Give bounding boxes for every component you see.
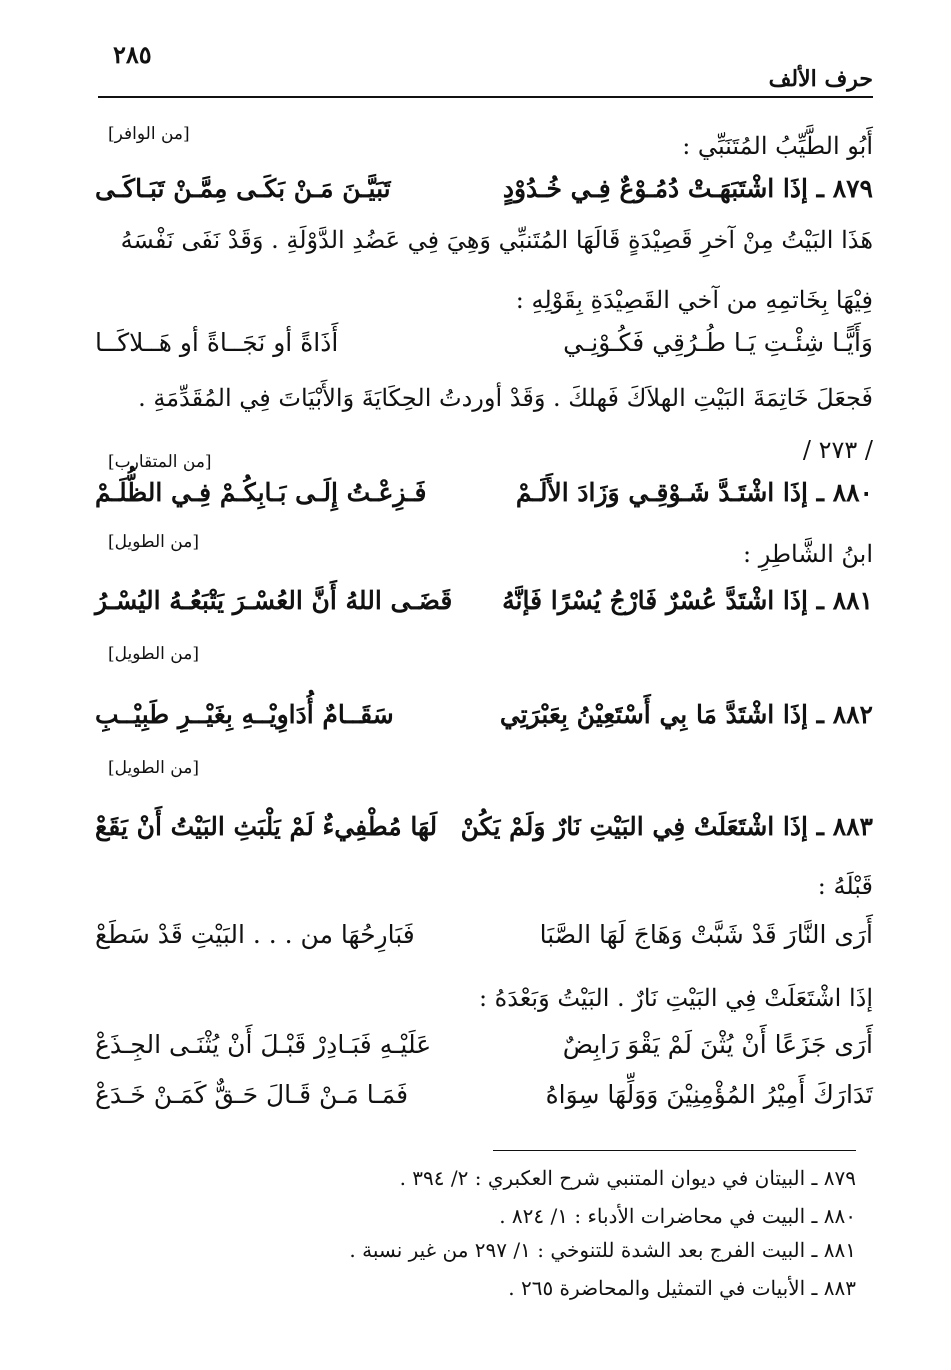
running-head: حرف الألف [768, 66, 873, 92]
commentary-line: فَجعَلَ خَاتِمَةَ البَيْتِ الهلاَكَ فَهلكَ . وَقَدْ أوردتُ الحِكَايَةَ وَالأَبْيَاتَ فِي المُقَدِّمَةِ . [138, 384, 873, 412]
verse-number: ٨٨٣ ـ [816, 812, 873, 841]
verse-hemistich-1: تَدَارَكَ أَمِيْرُ المُؤْمِنِيْنَ وَوَلِّهَا سِوَاهُ [545, 1080, 873, 1109]
verse-883 [95, 812, 873, 841]
quoted-verse [95, 1080, 873, 1109]
commentary-line: قَبْلَهُ : [817, 872, 873, 900]
verse-hemistich-2: قَضَـى اللهُ أَنَّ العُسْـرَ يَتْبَعُـهُ اليُسْـرُ [95, 586, 453, 615]
verse-hemistich-2: فَمَـا مَـنْ قَـالَ حَـقٌّ كَمَـنْ خَـدَعْ [95, 1080, 409, 1109]
footnote-rule [493, 1150, 856, 1151]
footnote: ٨٨٣ ـ الأبيات في التمثيل والمحاضرة ٢٦٥ . [508, 1276, 856, 1300]
verse-879 [95, 174, 873, 203]
verse-hemistich-1: أَرَى النَّارَ قَدْ شَبَّتْ وَهَاجَ لَهَا الصَّبَا [539, 920, 873, 949]
verse-hemistich-2: أَذَاةً أو نَجَــاةً أو هَــلاكَــا [95, 328, 339, 357]
verse-hemistich-2: فَبَارِحُهَا من . . . البَيْتِ قَدْ سَطَعْ [95, 920, 415, 949]
verse-hemistich-1: أَرَى جَزَعًا أَنْ يُثْنَ لَمْ يَقْوَ رَابِضٌ [562, 1030, 873, 1059]
verse-881 [95, 586, 873, 615]
meter-label: [من المتقارب] [108, 452, 212, 472]
verse-hemistich-1: إذَا اشْتَدَّ عُسْرٌ فَارْجُ يُسْرًا فَإنَّهُ [502, 586, 808, 615]
verse-hemistich-2: عَلَيْـهِ فَبَـادِرْ قَبْـلَ أَنْ يُثْنَـى الجِـذَعْ [95, 1030, 432, 1059]
quoted-verse [95, 328, 873, 357]
header-rule [98, 96, 873, 98]
verse-hemistich-1: وَأَيًّـا شِئْـتِ يَـا طُـرُقِي فَكُـوْنِـي [563, 328, 873, 357]
quoted-verse [95, 920, 873, 949]
verse-hemistich-2: فَـزِعْـتُ إِلَـى بَـابِكُـمْ فِـي الظُّلَـمْ [95, 478, 427, 507]
verse-hemistich-1: إذَا اشْتَـدَّ شَـوْقِـي وَزَادَ الأَلَـمْ [515, 478, 808, 507]
footnote: ٨٧٩ ـ البيتان في ديوان المتنبي شرح العكبري : ٢/ ٣٩٤ . [399, 1166, 856, 1190]
poet-name: ابنُ الشَّاطِرِ : [742, 540, 873, 568]
verse-hemistich-1: إذَا اشْتَبَهَـتْ دُمُـوْعٌ فِـي خُـدُوْدٍ [502, 174, 808, 203]
commentary-line: فِيْهَا بِخَاتمِهِ من آخي القَصِيْدَةِ بِقَوْلِهِ : [515, 286, 873, 314]
verse-hemistich-1: إذَا اشْتَعَلَتْ فِي البَيْتِ نَارٌ وَلَمْ يَكُنْ [460, 812, 808, 841]
footnote: ٨٨٠ ـ البيت في محاضرات الأدباء : ١/ ٨٢٤ . [499, 1204, 856, 1228]
verse-number: ٨٨١ ـ [816, 586, 873, 615]
verse-number: ٨٨٢ ـ [816, 700, 873, 729]
verse-hemistich-2: لَهَا مُطْفِيءٌ لَمْ يَلْبَثِ البَيْتُ أَنْ يَقَعْ [95, 812, 438, 841]
verse-number: ٨٨٠ ـ [816, 478, 873, 507]
verse-hemistich-2: تَبَيَّـنَ مَـنْ بَكَـى مِمَّـنْ تَبَـاكَـى [95, 174, 391, 203]
meter-label: [من الوافر] [108, 124, 190, 144]
commentary-line: هَذَا البَيْتُ مِنْ آخرِ قَصِيْدَةٍ قَالَهَا المُتَنبِّي وَهِيَ فِي عَضُدِ الدَّوْلَةِ . وَقَدْ نَفَى نَفْسَهُ [120, 226, 873, 254]
commentary-line: إذَا اشْتَعَلَتْ فِي البَيْتِ نَارٌ . البَيْتُ وَبَعْدَهُ : [478, 984, 873, 1012]
meter-label: [من الطويل] [108, 532, 199, 552]
verse-880 [95, 478, 873, 507]
page-header [95, 38, 873, 98]
footnote: ٨٨١ ـ البيت الفرج بعد الشدة للتنوخي : ١/ ٢٩٧ من غير نسبة . [349, 1238, 856, 1262]
verse-hemistich-2: سَقَــامٌ أُدَاوِيْــهِ بِغَيْــرِ طَبِيْــبِ [95, 700, 394, 729]
meter-label: [من الطويل] [108, 758, 199, 778]
poet-name: أَبُو الطَّيِّبُ المُتَنَبِّي : [682, 132, 873, 160]
verse-hemistich-1: إذَا اشْتَدَّ مَا بِي أَسْتَعِيْنُ بِعَبْرَتِي [499, 700, 808, 729]
meter-label: [من الطويل] [108, 644, 199, 664]
page-reference: / ٢٧٣ / [802, 436, 873, 464]
verse-number: ٨٧٩ ـ [816, 174, 873, 203]
page-number: ٢٨٥ [113, 40, 152, 69]
quoted-verse [95, 1030, 873, 1059]
verse-882 [95, 700, 873, 729]
